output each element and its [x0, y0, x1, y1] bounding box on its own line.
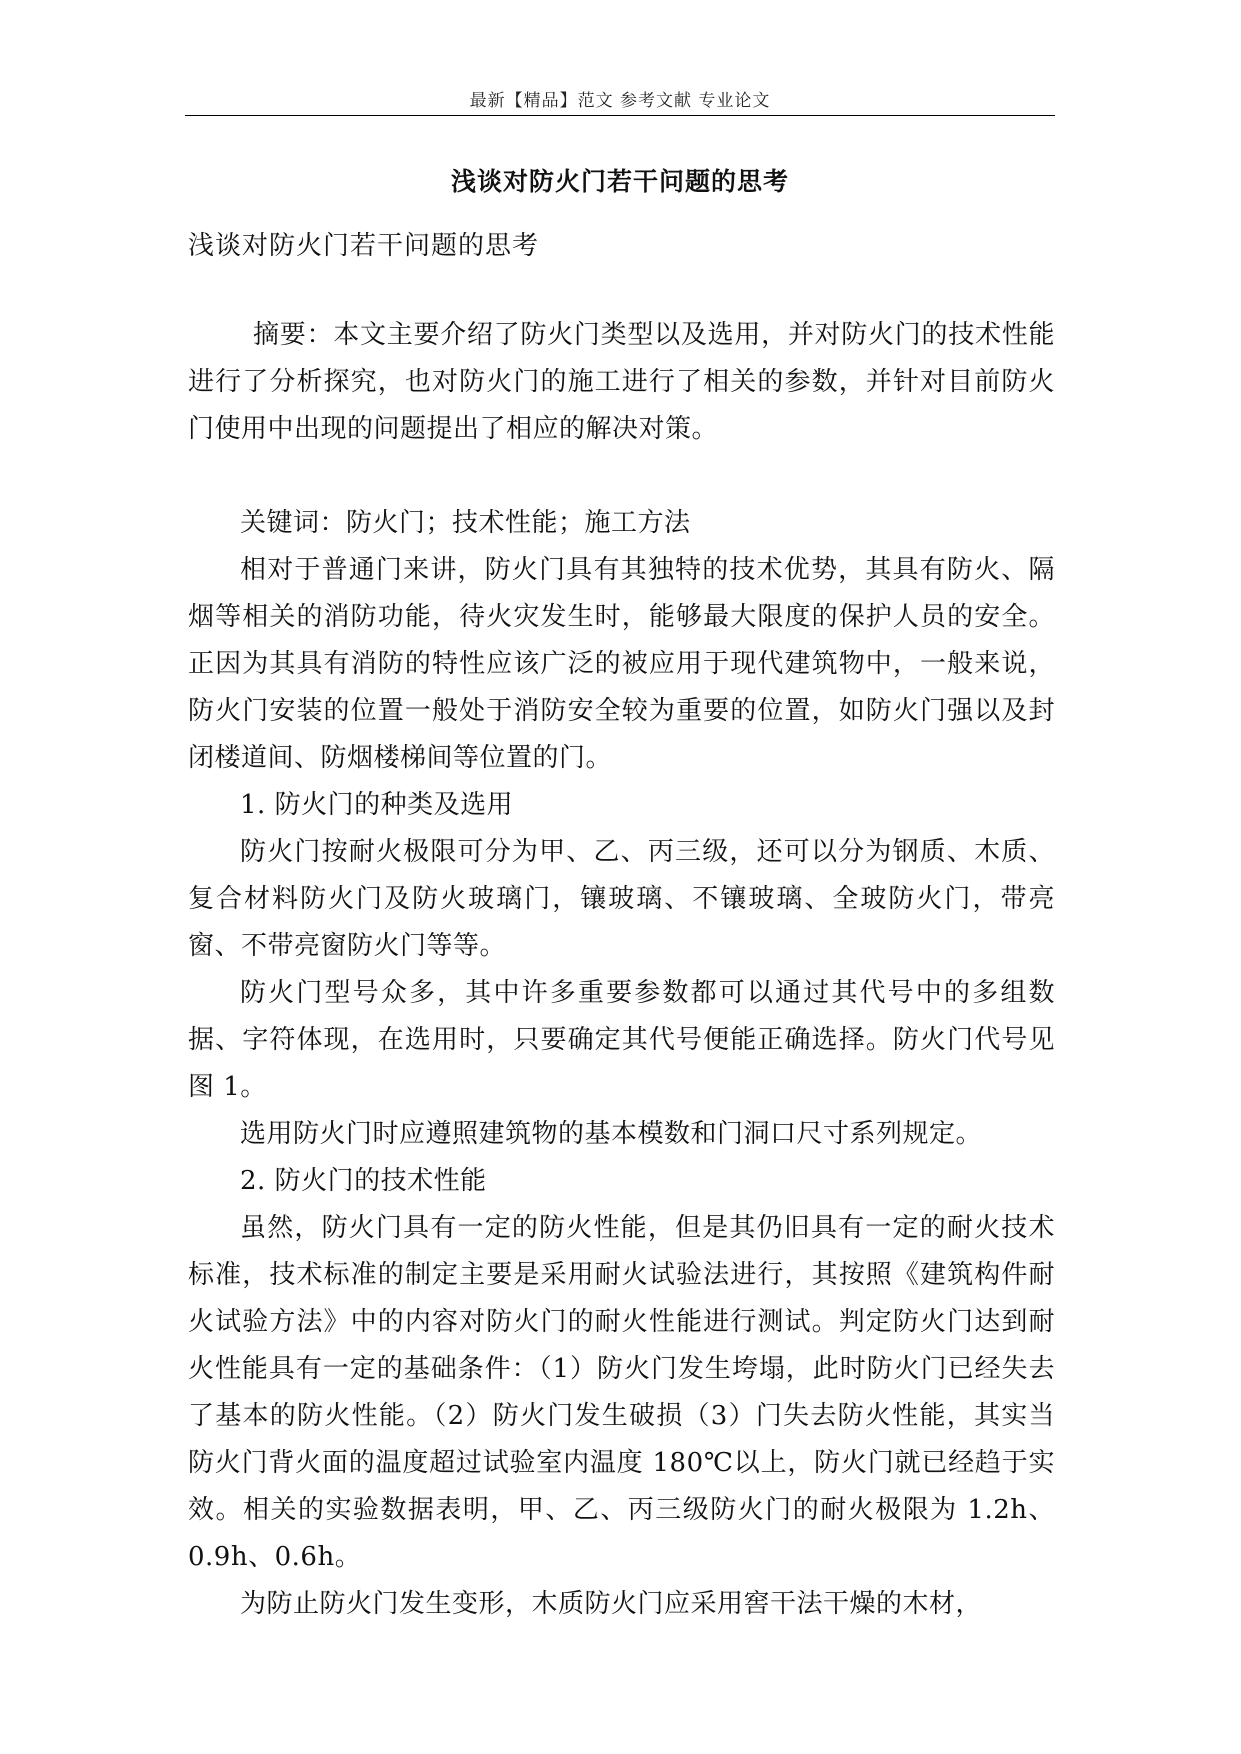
section-2-paragraph-1: 虽然，防火门具有一定的防火性能，但是其仍旧具有一定的耐火技术标准，技术标准的制定主要是采用耐火试验法进行，其按照《建筑构件耐火试验方法》中的内容对防火门的耐火性能进行测试。判定防火门达到耐火性能具有一定的基础条件：（1）防火门发生垮塌，此时防火门已经失去了基本的防火性能。（2）防火门发生破损（3）门失去防火性能，其实当防火门背火面的温度超过试验室内温度 180℃以上，防火门就已经趋于实效。相关的实验数据表明，甲、乙、丙三级防火门的耐火极限为 1.2h、0.9h、0.6h。: [188, 1213, 1055, 1572]
document-title: 浅谈对防火门若干问题的思考: [450, 167, 789, 196]
section-2-paragraph-2: 为防止防火门发生变形，木质防火门应采用窖干法干燥的木材，: [240, 1589, 983, 1619]
header-divider: [185, 115, 1055, 116]
section-1-paragraph-2: 防火门型号众多，其中许多重要参数都可以通过其代号中的多组数据、字符体现，在选用时，只要确定其代号便能正确选择。防火门代号见图 1。: [188, 978, 1055, 1102]
abstract-paragraph: 摘要：本文主要介绍了防火门类型以及选用，并对防火门的技术性能进行了分析探究，也对防火门的施工进行了相关的参数，并针对目前防火门使用中出现的问题提出了相应的解决对策。: [188, 320, 1055, 444]
section-1-paragraph-1: 防火门按耐火极限可分为甲、乙、丙三级，还可以分为钢质、木质、复合材料防火门及防火玻璃门，镶玻璃、不镶玻璃、全玻防火门，带亮窗、不带亮窗防火门等等。: [188, 837, 1055, 961]
section-1-heading: 1. 防火门的种类及选用: [240, 790, 514, 820]
section-1-paragraph-3: 选用防火门时应遵照建筑物的基本模数和门洞口尺寸系列规定。: [240, 1119, 983, 1149]
intro-paragraph: 相对于普通门来讲，防火门具有其独特的技术优势，其具有防火、隔烟等相关的消防功能，待火灾发生时，能够最大限度的保护人员的安全。正因为其具有消防的特性应该广泛的被应用于现代建筑物中，一般来说，防火门安装的位置一般处于消防安全较为重要的位置，如防火门强以及封闭楼道间、防烟楼梯间等位置的门。: [188, 555, 1055, 773]
keywords-paragraph: 关键词：防火门；技术性能；施工方法: [240, 508, 691, 538]
section-2-heading: 2. 防火门的技术性能: [240, 1166, 487, 1196]
document-body: [188, 312, 1055, 1628]
document-subtitle: 浅谈对防火门若干问题的思考: [188, 231, 540, 261]
page-header: 最新【精品】范文 参考文献 专业论文: [469, 91, 771, 111]
